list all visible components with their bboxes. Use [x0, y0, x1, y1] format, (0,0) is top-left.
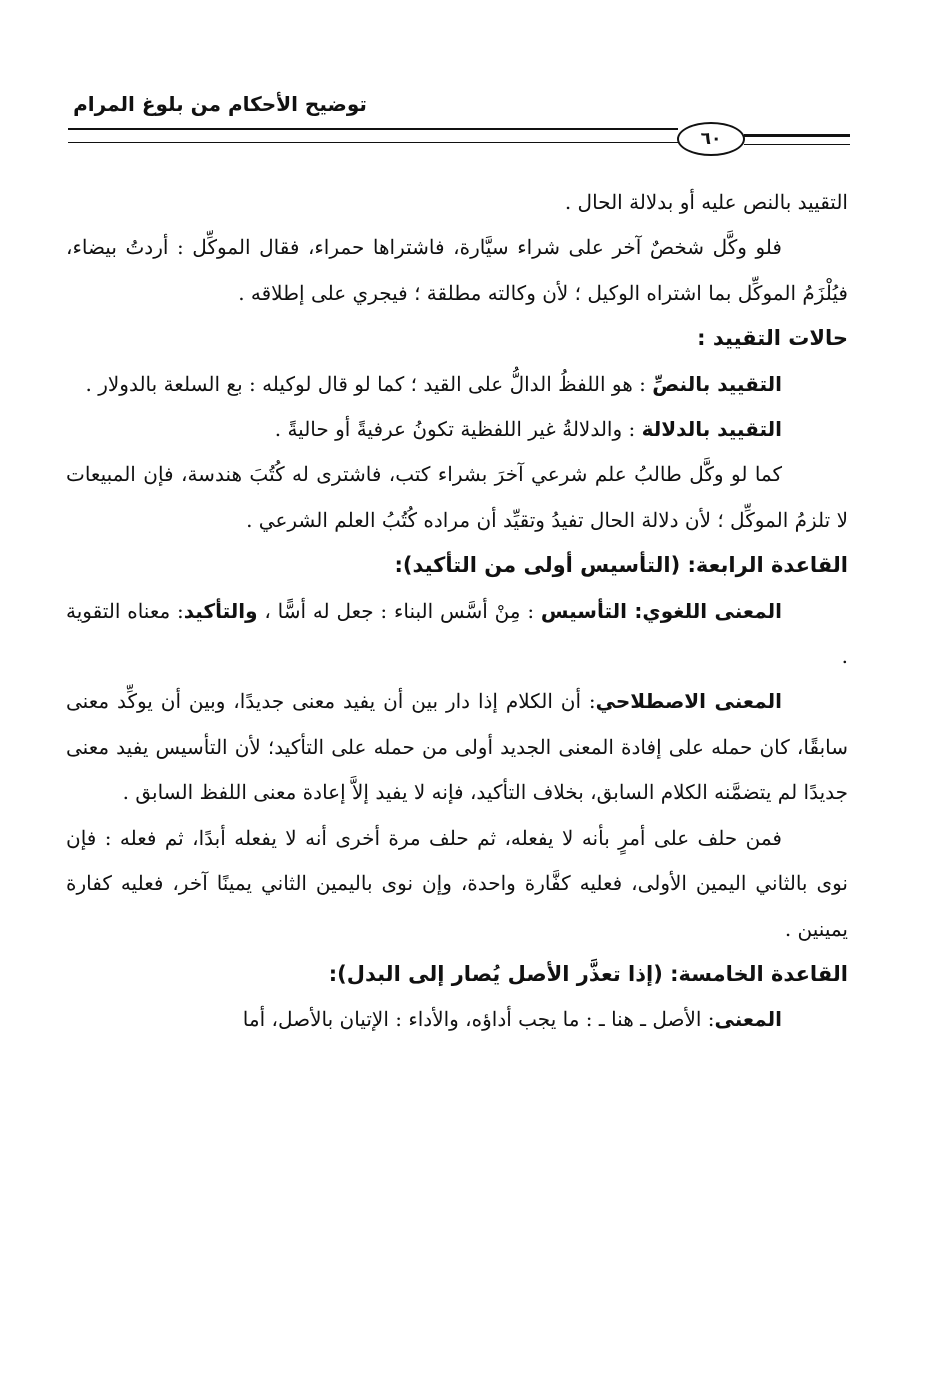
term-text: : أن الكلام إذا دار بين أن يفيد معنى جديدًا، وبين أن يوكِّد معنى سابقًا، كان حمله على إفادة المعنى الجديد أولى من حمله على التأكيد؛ لأن التأسيس يفيد معنى جديدًا لم يتضمَّنه الكلام السابق، بخلاف التأكيد، فإنه لا يفيد إلاَّ إعادة معنى اللفظ السابق . — [66, 689, 848, 805]
term-label: التقييد بالنصِّ — [652, 371, 782, 396]
term-label: المعنى اللغوي — [642, 598, 782, 623]
paragraph — [66, 362, 848, 407]
term-text: : مِنْ أسَّس البناء : جعل له أسًّا ، — [264, 598, 535, 623]
header-rule-right-thin — [744, 144, 850, 145]
paragraph: كما لو وكَّل طالبُ علم شرعي آخرَ بشراء كتب، فاشترى له كُتُبَ هندسة، فإن المبيعات لا تلزمُ الموكِّل ؛ لأن دلالة الحال تفيدُ وتقيِّد أن مراده كُتُبُ العلم الشرعي . — [66, 462, 848, 532]
term-text: : معناه التقوية . — [66, 598, 848, 669]
term-label: المعنى — [714, 1007, 782, 1032]
paragraph: فمن حلف على أمرٍ بأنه لا يفعله، ثم حلف مرة أخرى أنه لا يفعله أبدًا، ثم فعله : فإن نوى بالثاني اليمين الأولى، فعليه كفَّارة واحدة، وإن نوى باليمين الثاني يمينًا آخر، فعليه كفارة يمينين . — [66, 825, 848, 941]
paragraph — [66, 407, 848, 452]
paragraph — [66, 589, 848, 680]
header-rule-right — [744, 134, 850, 137]
page-body — [66, 180, 848, 1043]
paragraph: التقييد بالنص عليه أو بدلالة الحال . — [564, 190, 848, 214]
header-rule-thin — [68, 142, 682, 143]
term-text: : والدلالةُ غير اللفظية تكونُ عرفيةً أو حاليةً . — [274, 417, 636, 442]
section-heading: حالات التقييد : — [697, 326, 848, 351]
header-rule — [68, 128, 678, 130]
term-label: التقييد بالدلالة — [641, 417, 782, 442]
paragraph: فلو وكَّل شخصٌ آخر على شراء سيَّارة، فاشتراها حمراء، فقال الموكِّل : أردتُ بيضاء، فيُلْزَمُ الموكِّل بما اشتراه الوكيل ؛ لأن وكالته مطلقة ؛ فيجري على إطلاقه . — [66, 235, 848, 305]
term-label: المعنى الاصطلاحي — [595, 689, 782, 714]
section-heading: القاعدة الرابعة: (التأسيس أولى من التأكيد): — [394, 553, 848, 578]
term-text: : هو اللفظُ الدالُّ على القيد ؛ كما لو قال لوكيله : بع السلعة بالدولار . — [85, 371, 646, 396]
term-label: : التأسيس — [540, 598, 643, 623]
term-text: : الأصل ـ هنا ـ : ما يجب أداؤه، والأداء : الإتيان بالأصل، أما — [242, 1007, 715, 1032]
page-number: ٦٠ — [677, 122, 745, 156]
running-title: توضيح الأحكام من بلوغ المرام — [73, 92, 367, 116]
section-heading: القاعدة الخامسة: (إذا تعذَّر الأصل يُصار إلى البدل): — [328, 961, 848, 986]
paragraph — [66, 997, 848, 1042]
page-header — [0, 0, 947, 160]
term-label: والتأكيد — [183, 598, 258, 623]
paragraph — [66, 679, 848, 815]
